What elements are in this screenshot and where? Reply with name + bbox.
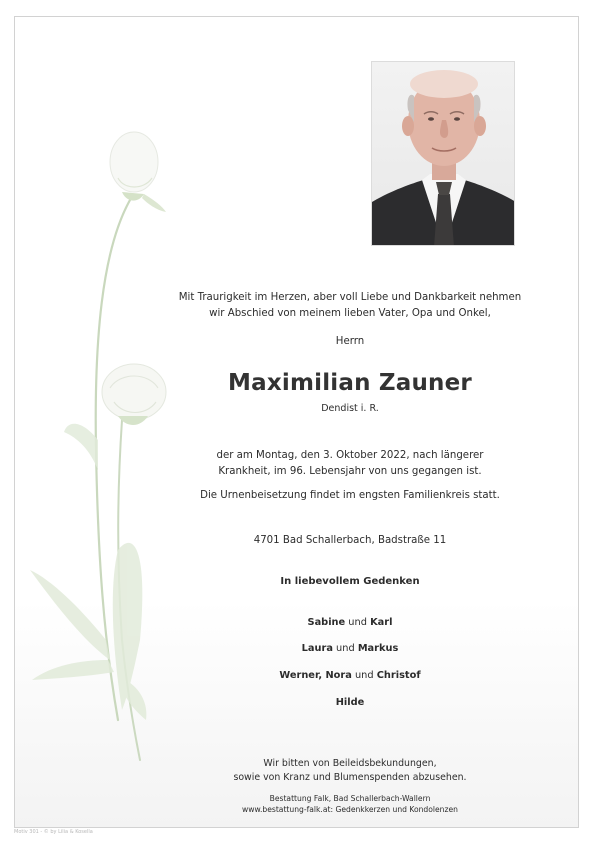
mourner-name: Karl: [370, 617, 393, 628]
intro-line-1: Mit Traurigkeit im Herzen, aber voll Liebe und Dankbarkeit nehmen: [178, 292, 522, 303]
mourner-conjunction: und: [345, 617, 371, 628]
mourner-line: [150, 643, 550, 654]
mourner-name: Laura: [301, 643, 333, 654]
closing-line-2: sowie von Kranz und Blumenspenden abzusehen.: [233, 772, 467, 783]
intro-text: [150, 290, 550, 322]
closing-request: [150, 757, 550, 785]
deceased-title: Dendist i. R.: [321, 403, 379, 414]
undertaker-line-1: Bestattung Falk, Bad Schallerbach-Wallern: [269, 794, 431, 803]
intro-line-2: wir Abschied von meinem lieben Vater, Opa und Onkel,: [209, 308, 491, 319]
mourner-line: [150, 670, 550, 681]
deceased-name: Maximilian Zauner: [228, 370, 472, 396]
portrait-photo: [371, 61, 515, 246]
mourner-line: [150, 617, 550, 628]
funeral-info: Die Urnenbeisetzung findet im engsten Familienkreis statt.: [200, 490, 500, 501]
undertaker-info: [150, 793, 550, 815]
death-notice-line-1: der am Montag, den 3. Oktober 2022, nach längerer: [216, 450, 484, 461]
mourner-name: Hilde: [335, 697, 365, 708]
design-footnote: Motiv 301 - © by Lilia & Kosella: [14, 829, 93, 835]
closing-line-1: Wir bitten von Beileidsbekundungen,: [263, 758, 437, 769]
mourner-name: Markus: [357, 643, 399, 654]
mourner-line: [150, 697, 550, 708]
mourner-name: Christof: [376, 670, 421, 681]
salutation: Herrn: [335, 336, 365, 347]
mourner-conjunction: und: [351, 670, 377, 681]
mourner-name: Werner, Nora: [279, 670, 352, 681]
death-notice: [150, 448, 550, 480]
undertaker-line-2: www.bestattung-falk.at: Gedenkkerzen und Kondolenzen: [242, 805, 458, 814]
death-notice-line-2: Krankheit, im 96. Lebensjahr von uns gegangen ist.: [218, 466, 482, 477]
mourner-name: Sabine: [307, 617, 346, 628]
mourner-conjunction: und: [332, 643, 358, 654]
address: 4701 Bad Schallerbach, Badstraße 11: [253, 535, 447, 546]
memorial-heading: In liebevollem Gedenken: [280, 576, 420, 587]
